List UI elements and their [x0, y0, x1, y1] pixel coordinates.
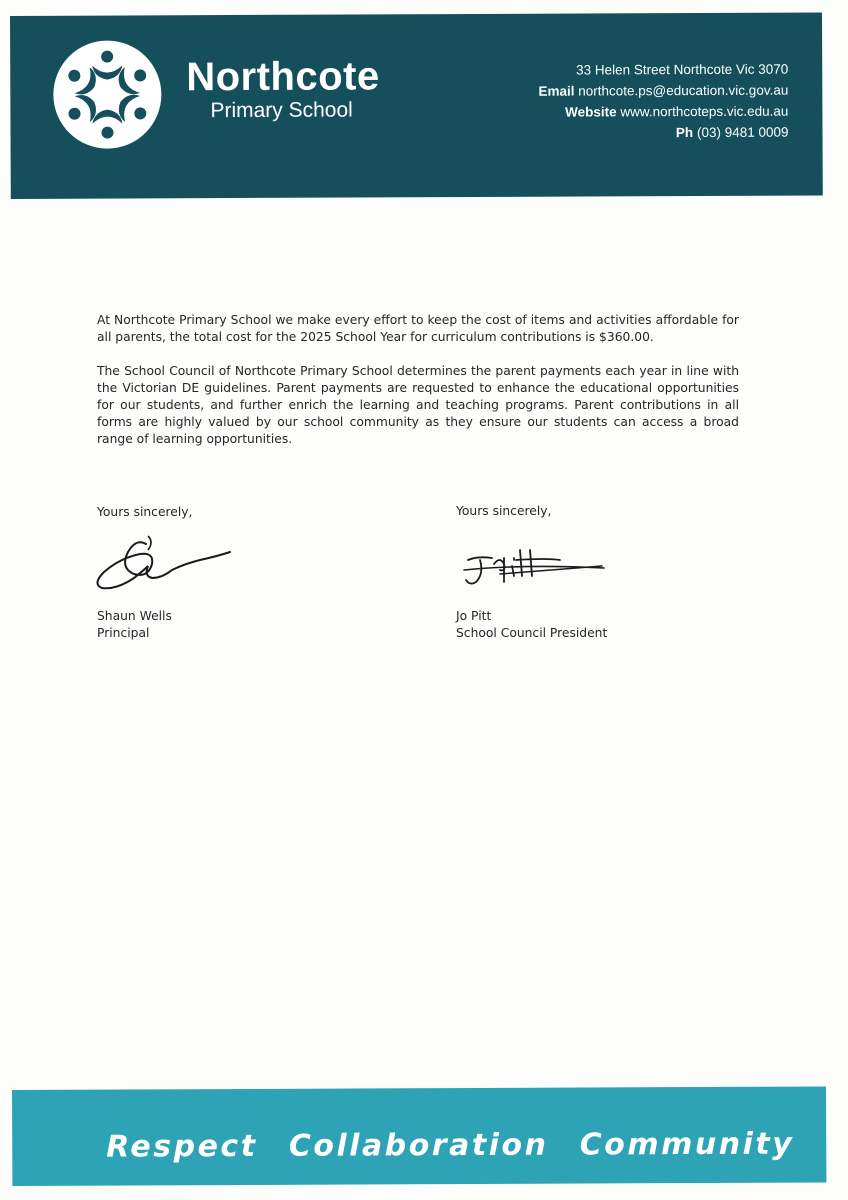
school-logo-icon: [52, 39, 162, 149]
signature-president-icon: [460, 540, 610, 588]
closing-left: Yours sincerely,: [97, 505, 193, 519]
phone-line: [539, 122, 789, 144]
value-community: Community: [579, 1126, 795, 1163]
signatory-name: Jo Pitt: [456, 609, 492, 623]
signatory-title: Principal: [97, 626, 150, 640]
signatory-president: [456, 608, 607, 642]
signatory-title: School Council President: [456, 626, 608, 640]
website-url: www.northcoteps.vic.edu.au: [620, 103, 789, 120]
email-address: northcote.ps@education.vic.gov.au: [578, 82, 789, 99]
school-name: Northcote: [186, 54, 380, 100]
school-subtitle: Primary School: [210, 98, 353, 123]
signatory-name: Shaun Wells: [97, 609, 172, 623]
signature-principal-icon: [88, 530, 238, 600]
value-respect: Respect: [106, 1128, 258, 1165]
phone-number: (03) 9481 0009: [696, 124, 789, 141]
letter-paragraph-2: The School Council of Northcote Primary School determines the parent payments each year in line with the Victorian DE guidelines. Parent payments are requested to enhance the educational opportunities for our students, and further enrich the learning and teaching programs. Parent contributions in all forms are highly valued by our school community as they ensure our students can access a broad range of learning opportunities.: [97, 364, 739, 446]
letterhead-banner: [10, 12, 823, 199]
school-values: [12, 1126, 826, 1165]
signatory-principal: [97, 608, 172, 642]
phone-label: Ph: [675, 125, 694, 141]
footer-banner: [12, 1086, 826, 1186]
letter-paragraph-1: At Northcote Primary School we make every effort to keep the cost of items and activities affordable for all parents, the total cost for the 2025 School Year for curriculum contributions is $360.00.: [97, 313, 739, 344]
value-collaboration: Collaboration: [288, 1127, 549, 1164]
closing-right: Yours sincerely,: [456, 504, 552, 518]
website-label: Website: [565, 104, 617, 120]
address: 33 Helen Street Northcote Vic 3070: [576, 61, 789, 78]
email-line: [538, 80, 788, 102]
website-line: [538, 101, 788, 123]
contact-details: [538, 59, 788, 144]
email-label: Email: [538, 83, 575, 99]
